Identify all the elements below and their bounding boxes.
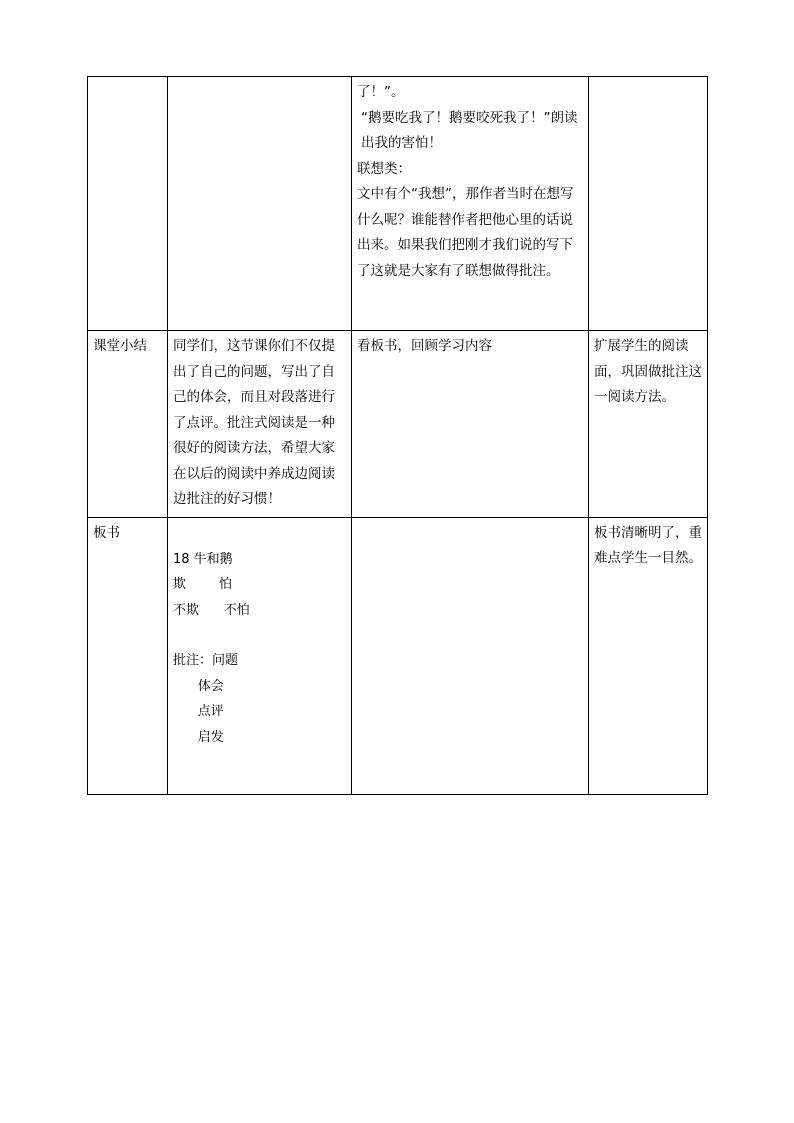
blackboard-outline (173, 521, 346, 751)
table-row (88, 331, 708, 518)
board-notes-label: 批注：问题 (173, 653, 239, 668)
table-cell-intent (589, 77, 708, 331)
student-text-line: 联想类： (357, 160, 411, 177)
table-cell-stage: 板书 (88, 517, 168, 794)
student-text-line: 文中有个“我想”，那作者当时在想写什么呢？谁能替作者把他心里的话说出来。如果我们把刚才我们说的写下了这就是大家有了联想做得批注。 (357, 186, 574, 279)
table-cell-intent: 扩展学生的阅读面，巩固做批注这一阅读方法。 (589, 331, 708, 518)
board-line: 不欺 不怕 (173, 602, 250, 618)
table-cell-student (352, 517, 589, 794)
table-row (88, 517, 708, 794)
student-text-line: 了！”。 (357, 84, 405, 100)
table-cell-student (352, 77, 589, 331)
board-title: 18 牛和鹅 (173, 551, 233, 567)
table-cell-intent: 板书清晰明了，重难点学生一目然。 (589, 517, 708, 794)
student-text-line: “鹅要吃我了！鹅要咬死我了！”朗读出我的害怕！ (361, 109, 578, 151)
board-note: 体会 (173, 678, 224, 694)
table-cell-stage: 课堂小结 (88, 331, 168, 518)
table-cell-student: 看板书，回顾学习内容 (352, 331, 589, 518)
lesson-plan-table (87, 76, 708, 795)
board-note: 启发 (173, 729, 224, 745)
table-cell-stage (88, 77, 168, 331)
table-cell-teacher: 同学们，这节课你们不仅提出了自己的问题，写出了自己的体会，而且对段落进行了点评。批注式阅读是一种很好的阅读方法，希望大家在以后的阅读中养成边阅读边批注的好习惯！ (168, 331, 352, 518)
table-row (88, 77, 708, 331)
board-spacer (173, 623, 346, 648)
table-cell-teacher (168, 77, 352, 331)
board-note: 点评 (173, 704, 224, 719)
table-cell-board (168, 517, 352, 794)
board-line: 欺 怕 (173, 577, 233, 592)
